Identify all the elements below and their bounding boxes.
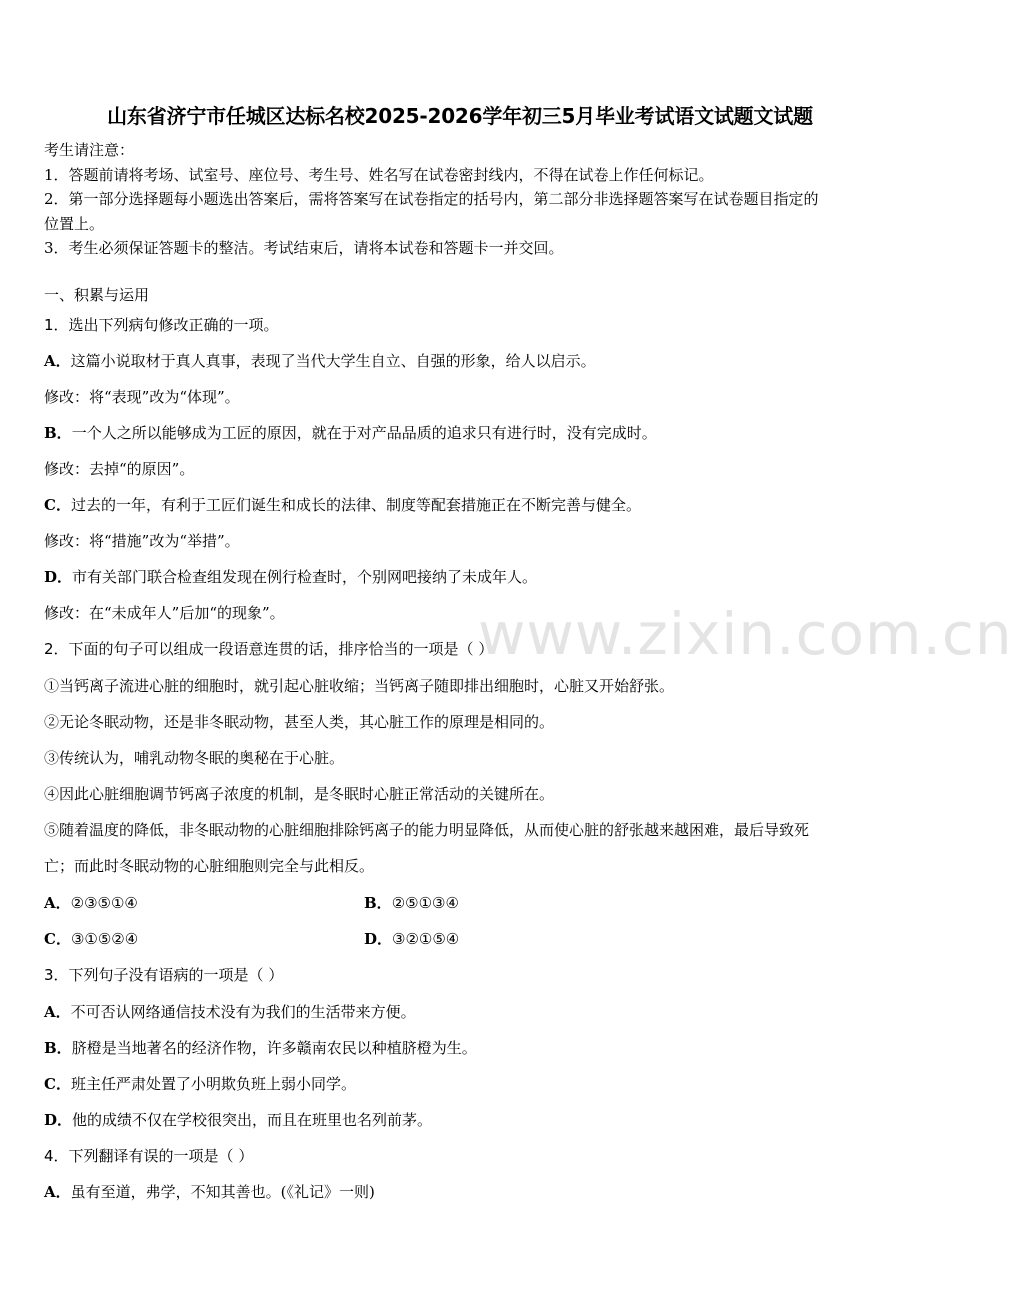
section-title: 一、积累与运用	[44, 286, 150, 304]
question-2-option-c: C．③①⑤②④	[44, 930, 139, 948]
question-2-sentence-5: ⑤随着温度的降低，非冬眠动物的心脏细胞排除钙离子的能力明显降低，从而使心脏的舒张越来越困难，最后导致死	[44, 821, 810, 839]
question-2-option-d: D．③②①⑤④	[364, 930, 460, 948]
question-2-sentence-5-cont: 亡；而此时冬眠动物的心脏细胞则完全与此相反。	[44, 857, 375, 875]
question-1-stem: 1．选出下列病句修改正确的一项。	[44, 316, 279, 334]
question-number: 2．	[44, 640, 69, 658]
question-1-option-c: C．过去的一年，有利于工匠们诞生和成长的法律、制度等配套措施正在不断完善与健全。	[44, 496, 641, 514]
question-1-fix-b: 修改：去掉“的原因”。	[44, 460, 195, 478]
question-number: 4．	[44, 1147, 69, 1165]
notice-item: 3．考生必须保证答题卡的整洁。考试结束后，请将本试卷和答题卡一并交回。	[44, 239, 564, 257]
question-2-sentence-3: ③传统认为，哺乳动物冬眠的奥秘在于心脏。	[44, 749, 345, 767]
question-2-stem: 2．下面的句子可以组成一段语意连贯的话，排序恰当的一项是（ ）	[44, 640, 494, 658]
question-3-stem: 3．下列句子没有语病的一项是（ ）	[44, 966, 284, 984]
option-label: C．	[44, 1075, 71, 1093]
watermark: www.zixin.com.cn	[478, 600, 1013, 668]
question-3-option-c: C．班主任严肃处置了小明欺负班上弱小同学。	[44, 1075, 356, 1093]
notice-heading: 考生请注意：	[44, 141, 135, 159]
question-1-fix-c: 修改：将“措施”改为“举措”。	[44, 532, 240, 550]
option-label: B．	[44, 1039, 72, 1057]
option-label: C．	[44, 930, 71, 948]
exam-notice	[44, 138, 884, 261]
question-1-option-a: A．这篇小说取材于真人真事，表现了当代大学生自立、自强的形象，给人以启示。	[44, 352, 596, 370]
option-label: A．	[44, 1183, 71, 1201]
option-label: C．	[44, 496, 71, 514]
question-number: 3．	[44, 966, 69, 984]
question-2-sentence-4: ④因此心脏细胞调节钙离子浓度的机制，是冬眠时心脏正常活动的关键所在。	[44, 785, 555, 803]
question-2-sentence-1: ①当钙离子流进心脏的细胞时，就引起心脏收缩；当钙离子随即排出细胞时，心脏又开始舒张。	[44, 677, 675, 695]
question-1-option-d: D．市有关部门联合检查组发现在例行检查时，个别网吧接纳了未成年人。	[44, 568, 538, 586]
notice-item: 1．答题前请将考场、试室号、座位号、考生号、姓名写在试卷密封线内，不得在试卷上作任何标记。	[44, 165, 714, 184]
question-1-fix-a: 修改：将“表现”改为“体现”。	[44, 388, 240, 406]
question-3-option-b: B．脐橙是当地著名的经济作物，许多赣南农民以种植脐橙为生。	[44, 1039, 477, 1057]
question-1-fix-d: 修改：在“未成年人”后加“的现象”。	[44, 604, 285, 622]
question-3-option-a: A．不可否认网络通信技术没有为我们的生活带来方便。	[44, 1003, 416, 1021]
option-label: B．	[364, 894, 392, 912]
question-4-stem: 4．下列翻译有误的一项是（ ）	[44, 1147, 254, 1165]
question-number: 1．	[44, 316, 69, 334]
option-label: A．	[44, 894, 71, 912]
option-label: A．	[44, 352, 71, 370]
option-label: D．	[364, 930, 393, 948]
option-label: B．	[44, 424, 72, 442]
question-3-option-d: D．他的成绩不仅在学校很突出，而且在班里也名列前茅。	[44, 1111, 433, 1129]
option-label: D．	[44, 1111, 73, 1129]
notice-item: 位置上。	[44, 214, 105, 233]
notice-item: 2．第一部分选择题每小题选出答案后，需将答案写在试卷指定的括号内，第二部分非选择题答案写在试卷题目指定的	[44, 190, 819, 208]
question-1-option-b: B．一个人之所以能够成为工匠的原因，就在于对产品品质的追求只有进行时，没有完成时。	[44, 424, 657, 442]
question-2-option-b: B．②⑤①③④	[364, 894, 459, 912]
option-label: A．	[44, 1003, 71, 1021]
exam-title: 山东省济宁市任城区达标名校2025-2026学年初三5月毕业考试语文试题文试题	[107, 104, 813, 128]
question-2-option-a: A．②③⑤①④	[44, 894, 138, 912]
question-4-option-a: A．虽有至道，弗学，不知其善也。(《礼记》一则)	[44, 1183, 375, 1201]
question-2-sentence-2: ②无论冬眠动物，还是非冬眠动物，甚至人类，其心脏工作的原理是相同的。	[44, 713, 555, 731]
option-label: D．	[44, 568, 73, 586]
